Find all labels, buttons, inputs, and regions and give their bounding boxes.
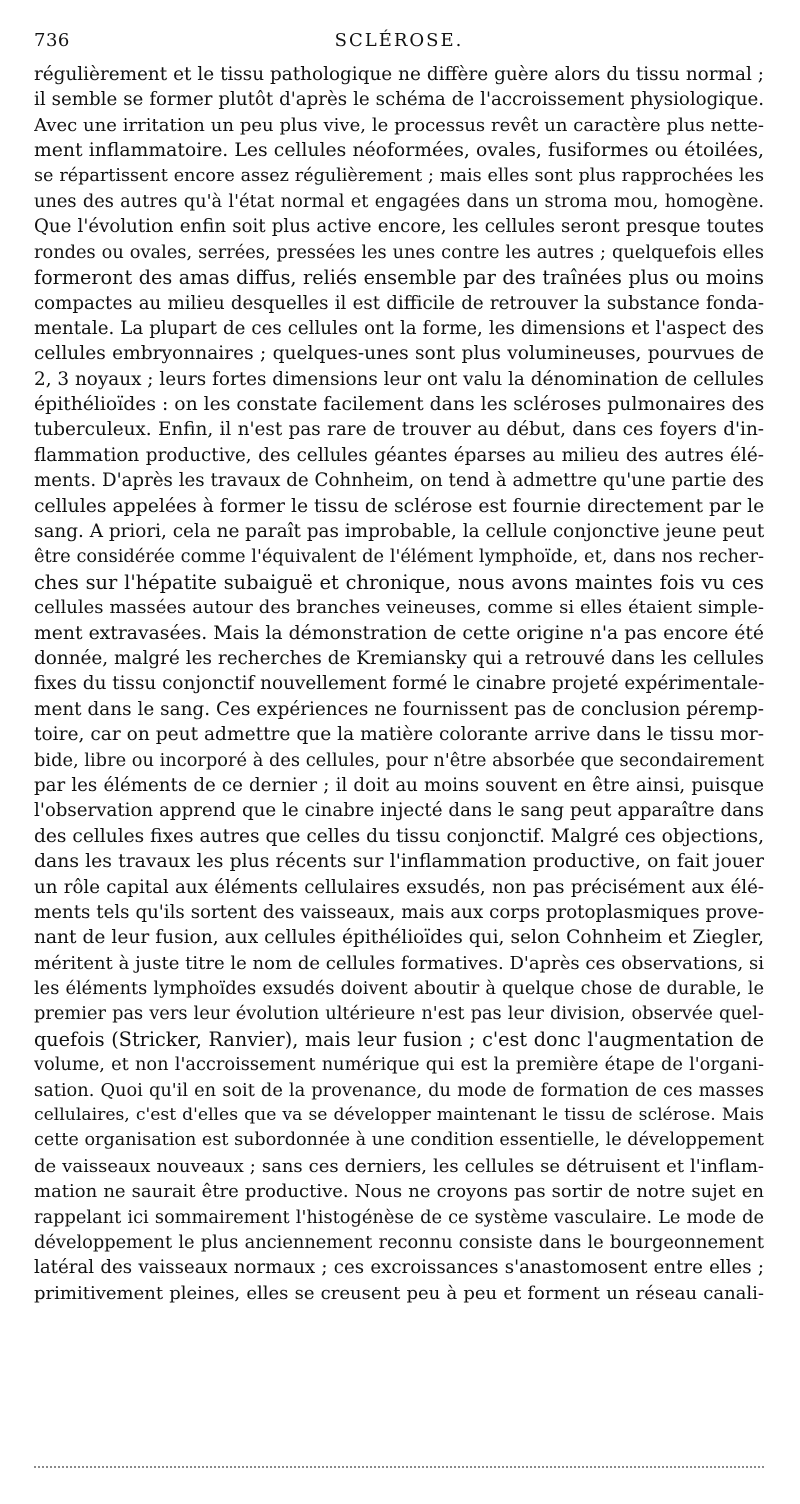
text-line: régulièrement et le tissu pathologique ne diffère guère alors du tissu normal ; [34,64,764,85]
text-line: volume, et non l'accroissement numérique qui est la première étape de l'organi- [34,1054,764,1076]
text-line: cellules embryonnaires ; quelques-unes sont plus volumineuses, pourvues de [34,343,764,365]
text-line: se répartissent encore assez régulièrement ; mais elles sont plus rapprochées les [34,165,764,186]
text-line: être considérée comme l'équivalent de l'élément lymphoïde, et, dans nos recher- [34,546,764,568]
text-line: mation ne saurait être productive. Nous ne croyons pas sortir de notre sujet en [34,1181,764,1203]
text-line: épithélioïdes : on les constate facilement dans les scléroses pulmonaires des [34,394,764,416]
text-line: un rôle capital aux éléments cellulaires exsudés, non pas précisément aux élé- [34,876,764,898]
text-line: latéral des vaisseaux normaux ; ces excroissances s'anastomosent entre elles ; [34,1257,764,1279]
text-line: ment dans le sang. Ces expériences ne fournissent pas de conclusion péremp- [34,698,764,720]
text-line: ment extravasées. Mais la démonstration de cette origine n'a pas encore été [34,622,764,644]
text-line: Avec une irritation un peu plus vive, le processus revêt un caractère plus nette- [34,114,764,136]
text-line: par les éléments de ce dernier ; il doit au moins souvent en être ainsi, puisque [34,774,764,796]
text-line: ment inflammatoire. Les cellules néoformées, ovales, fusiformes ou étoilées, [34,140,764,162]
text-line: mentale. La plupart de ces cellules ont la forme, les dimensions et l'aspect des [34,317,764,339]
text-line: donnée, malgré les recherches de Kremiansky qui a retrouvé dans les cellules [34,647,764,669]
text-line: tuberculeux. Enfin, il n'est pas rare de trouver au début, dans ces foyers d'in- [34,419,764,441]
text-line: rappelant ici sommairement l'histogénèse de ce système vasculaire. Le mode de [34,1206,764,1228]
text-line: premier pas vers leur évolution ultérieure n'est pas leur division, observée quel- [34,1003,764,1025]
text-line: il semble se former plutôt d'après le schéma de l'accroissement physiologique. [34,89,764,111]
text-line: ches sur l'hépatite subaiguë et chronique, nous avons maintes fois vu ces [34,570,764,594]
text-line: ments. D'après les travaux de Cohnheim, on tend à admettre qu'une partie des [34,470,764,492]
body-text [34,62,764,1306]
text-line: les éléments lymphoïdes exsudés doivent aboutir à quelque chose de durable, le [34,978,764,1000]
text-line: quefois (Stricker, Ranvier), mais leur fusion ; c'est donc l'augmentation de [34,1027,764,1051]
page-number: 736 [34,30,70,51]
text-line: ments tels qu'ils sortent des vaisseaux, mais aux corps protoplasmiques prove- [34,901,764,923]
text-line: cellules appelées à former le tissu de sclérose est fournie directement par le [34,495,764,517]
text-line: primitivement pleines, elles se creusent peu à peu et forment un réseau canali- [34,1282,764,1304]
book-page [34,30,764,1306]
text-line: sang. A priori, cela ne paraît pas improbable, la cellule conjonctive jeune peut [34,521,764,543]
text-line: dans les travaux les plus récents sur l'inflammation productive, on fait jouer [34,851,764,873]
text-line: l'observation apprend que le cinabre injecté dans le sang peut apparaître dans [34,800,764,822]
text-line: des cellules fixes autres que celles du tissu conjonctif. Malgré ces objections, [34,825,764,847]
text-line: nant de leur fusion, aux cellules épithélioïdes qui, selon Cohnheim et Ziegler, [34,927,764,949]
text-line: formeront des amas diffus, reliés ensemble par des traînées plus ou moins [34,266,764,290]
text-line: rondes ou ovales, serrées, pressées les unes contre les autres ; quelquefois elles [34,241,764,263]
text-line: cette organisation est subordonnée à une condition essentielle, le développement [34,1130,764,1151]
text-line: développement le plus anciennement reconnu consiste dans le bourgeonnement [34,1231,764,1253]
text-line: sation. Quoi qu'il en soit de la provenance, du mode de formation de ces masses [34,1079,764,1101]
text-line: unes des autres qu'à l'état normal et engagées dans un stroma mou, homogène. [34,190,764,212]
page-header [34,30,764,60]
running-title: SCLÉROSE. [334,30,464,51]
text-line: flammation productive, des cellules géantes éparses au milieu des autres élé- [34,444,764,466]
text-line: toire, car on peut admettre que la matière colorante arrive dans le tissu mor- [34,724,764,746]
text-line: cellulaires, c'est d'elles que va se développer maintenant le tissu de sclérose. Mais [34,1105,764,1126]
footer-dotted-rule [34,1466,764,1468]
text-line: 2, 3 noyaux ; leurs fortes dimensions leur ont valu la dénomination de cellules [34,368,764,390]
text-line: cellules massées autour des branches veineuses, comme si elles étaient simple- [34,597,764,619]
text-line: fixes du tissu conjonctif nouvellement formé le cinabre projeté expérimentale- [34,673,764,695]
text-line: compactes au milieu desquelles il est difficile de retrouver la substance fonda- [34,292,764,314]
text-line: de vaisseaux nouveaux ; sans ces derniers, les cellules se détruisent et l'inflam- [34,1155,764,1177]
text-line: méritent à juste titre le nom de cellules formatives. D'après ces observations, si [34,952,764,974]
text-line: Que l'évolution enfin soit plus active encore, les cellules seront presque toutes [34,216,764,238]
text-line: bide, libre ou incorporé à des cellules, pour n'être absorbée que secondairement [34,749,764,771]
